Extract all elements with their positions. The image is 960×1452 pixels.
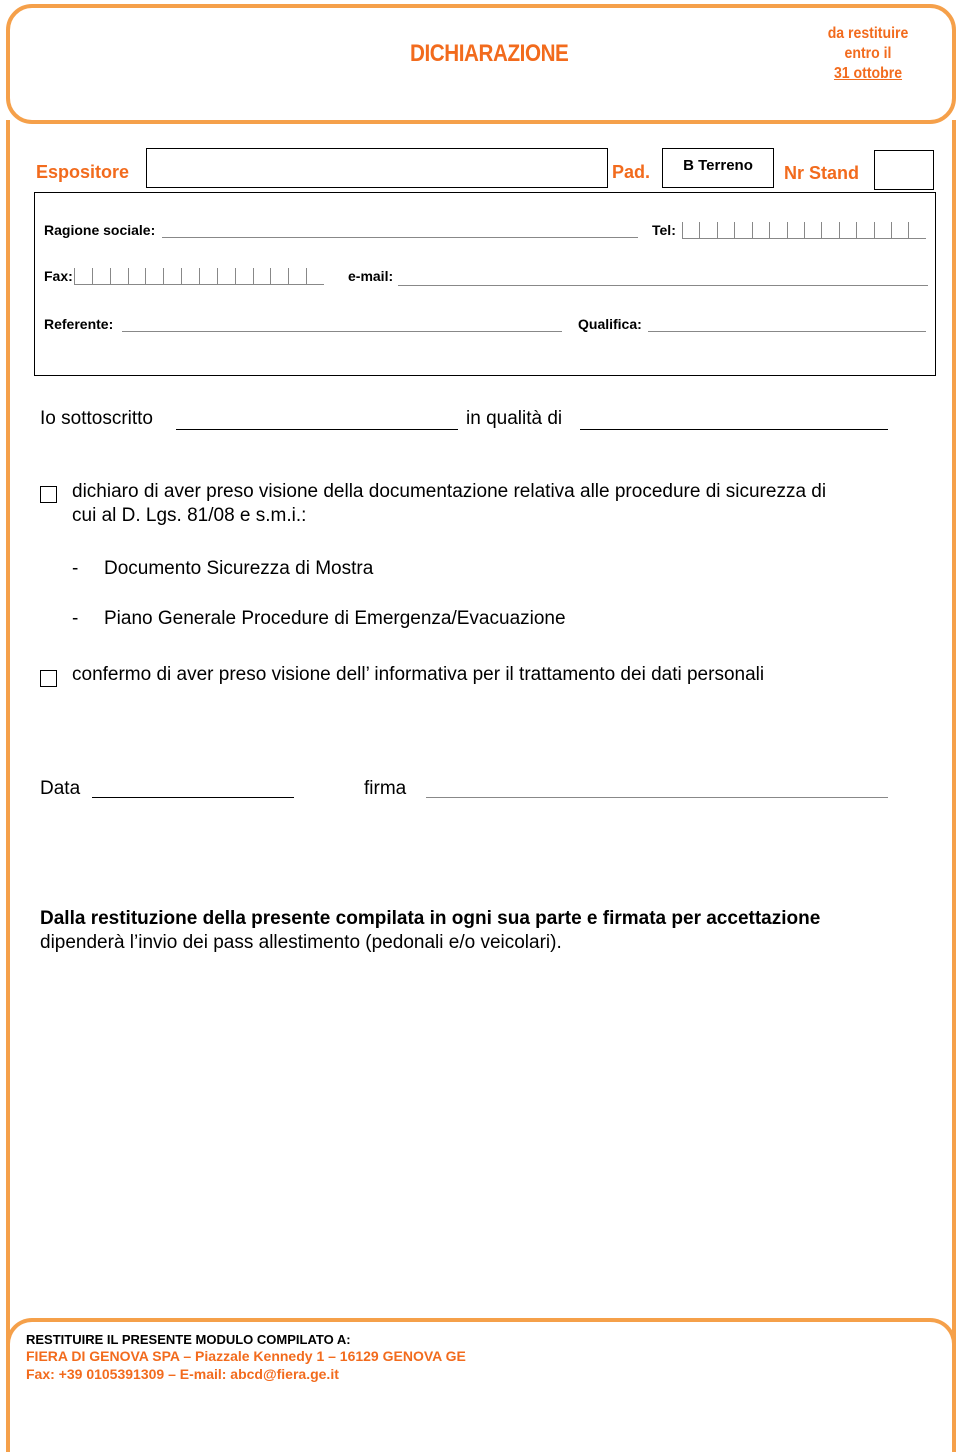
privacy-statement: confermo di aver preso visione dell’ informativa per il trattamento dei dati personali (72, 664, 765, 685)
bullet-item: Piano Generale Procedure di Emergenza/Evacuazione (104, 608, 566, 629)
signature-label: firma (364, 778, 407, 799)
company-name-label: Ragione sociale: (44, 222, 156, 238)
bullet-item: Documento Sicurezza di Mostra (104, 558, 374, 579)
fax-label: Fax: (44, 268, 73, 284)
date-field[interactable] (92, 797, 294, 798)
safety-docs-line-1: dichiaro di aver preso visione della documentazione relativa alle procedure di sicurezza di (72, 481, 827, 502)
safety-docs-statement (72, 480, 826, 528)
pad-value: B Terreno (662, 148, 774, 188)
tel-label: Tel: (652, 222, 676, 238)
deadline-line-2: entro il (844, 45, 892, 62)
contact-field[interactable] (122, 330, 562, 332)
undersigned-label: Io sottoscritto (40, 408, 153, 429)
tel-field[interactable] (682, 220, 926, 239)
exhibitor-label: Espositore (36, 162, 130, 182)
role-field[interactable] (648, 330, 926, 332)
company-name-field[interactable] (162, 236, 638, 238)
bullet-marker: - (72, 608, 79, 629)
capacity-label: in qualità di (466, 408, 563, 429)
deadline-line-1: da restituire (827, 25, 909, 42)
deadline-note (808, 24, 928, 84)
safety-docs-line-2: cui al D. Lgs. 81/08 e s.m.i.: (72, 505, 307, 526)
undersigned-field[interactable] (176, 429, 458, 430)
footer-contact: Fax: +39 0105391309 – E-mail: abcd@fiera.ge.it (26, 1366, 339, 1382)
pad-label: Pad. (612, 162, 651, 182)
signature-field[interactable] (426, 797, 888, 798)
safety-docs-checkbox[interactable] (40, 486, 57, 503)
email-field[interactable] (398, 284, 928, 286)
date-label: Data (40, 778, 81, 799)
email-label: e-mail: (348, 268, 394, 284)
stand-number-label: Nr Stand (784, 163, 860, 183)
page-title: DICHIARAZIONE (410, 40, 569, 67)
footer-heading: RESTITUIRE IL PRESENTE MODULO COMPILATO A: (26, 1332, 351, 1347)
capacity-field[interactable] (580, 429, 888, 430)
stand-number-field[interactable] (874, 150, 934, 190)
contact-label: Referente: (44, 316, 114, 332)
bullet-marker: - (72, 558, 79, 579)
deadline-date: 31 ottobre (833, 65, 903, 82)
privacy-checkbox[interactable] (40, 670, 57, 687)
notice-line: dipenderà l’invio dei pass allestimento (pedonali e/o veicolari). (40, 932, 562, 953)
role-label: Qualifica: (578, 316, 642, 332)
fax-field[interactable] (74, 266, 324, 285)
notice-bold-line: Dalla restituzione della presente compilata in ogni sua parte e firmata per accettazione (40, 908, 821, 929)
exhibitor-field[interactable] (146, 148, 608, 188)
footer-address: FIERA DI GENOVA SPA – Piazzale Kennedy 1 – 16129 GENOVA GE (26, 1348, 466, 1364)
